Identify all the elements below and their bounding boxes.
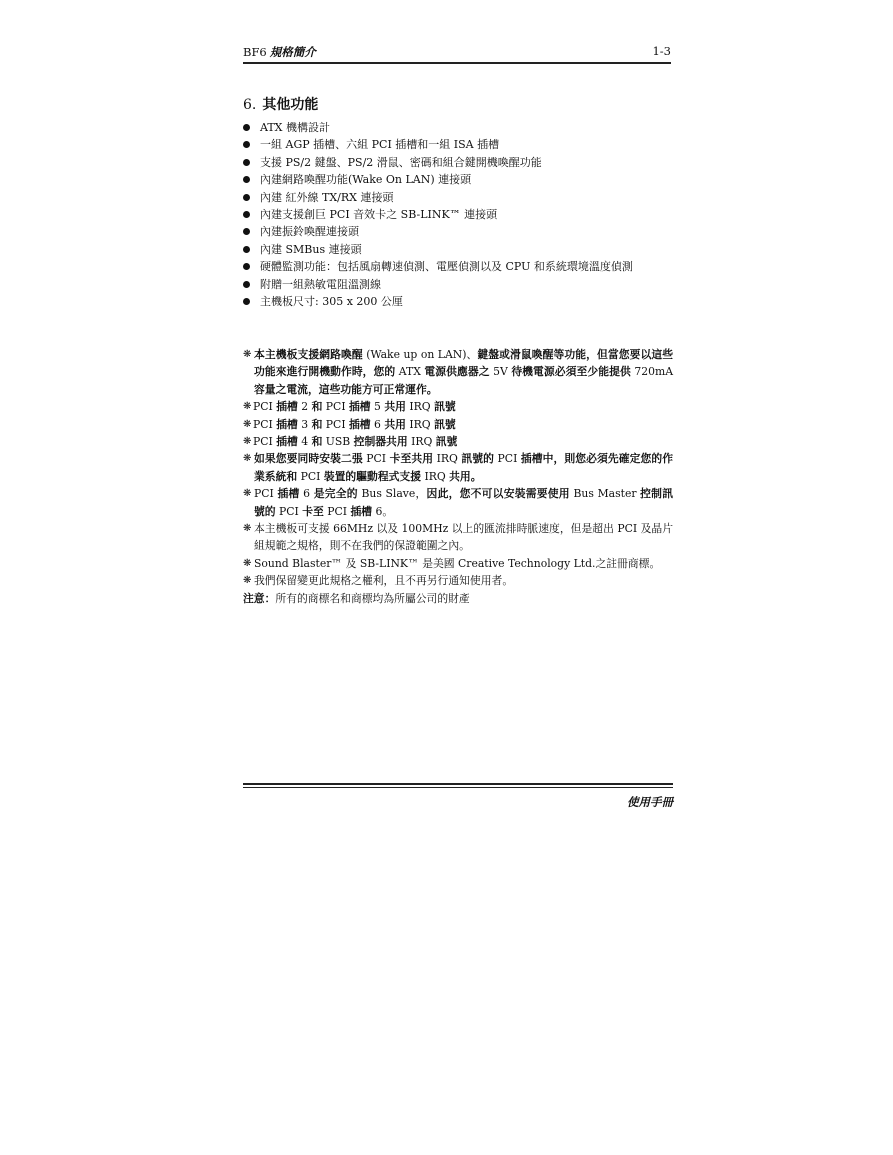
feature-item [243,206,633,223]
note-text: PCI [253,435,277,449]
feature-text: 硬體監測功能：包括風扇轉速偵測、電壓偵測以及 CPU 和系統環境溫度偵測 [260,260,633,274]
feature-item [243,171,633,188]
note-text: 卡至 [302,504,324,518]
bullet-icon [243,281,250,288]
feature-text: 一組 AGP 插槽、六組 PCI 插槽和一組 ISA 插槽 [260,138,500,152]
feature-text: 支援 PS/2 鍵盤、PS/2 滑鼠、密碼和組合鍵開機喚醒功能 [260,155,542,169]
bullet-icon [243,194,250,201]
footer-rule [243,787,673,788]
note-trademark-notice [243,590,673,607]
note-text: PCI [322,400,350,414]
note-text: 720mA [630,365,674,379]
note-bus-slave [243,485,673,520]
note-irq-slot-4-usb [243,433,673,450]
note-text: 插槽 [277,487,300,501]
header-brand: BF6 [243,45,267,59]
note-text: IRQ [407,435,436,449]
note-text: 共用 [384,417,406,431]
note-text: Bus Slave， [357,487,427,501]
note-text: 和 [311,400,323,414]
note-text: 因此，您不可以安裝需要使用 [426,487,570,501]
bullet-icon [243,246,250,253]
note-text: 和 [311,435,323,449]
page-header [243,40,671,64]
bullet-icon [243,141,250,148]
feature-list [243,119,633,310]
bullet-icon [243,263,250,270]
note-irq-sharing [243,450,673,485]
note-text: 控制器共用 [353,435,408,449]
note-text: PCI [362,452,390,466]
note-text: 插槽 [276,400,298,414]
note-text: 和 [311,417,323,431]
note-text: 待機電源必須至少能提供 [511,365,631,379]
feature-item [243,258,633,275]
note-text: 6 [299,487,314,501]
notice-text: 所有的商標名和商標均為所屬公司的財產 [275,591,470,605]
feature-item [243,276,633,293]
note-text: 5 [370,400,385,414]
note-text: (Wake up on LAN)、 [362,348,478,361]
feature-text: ATX 機構設計 [260,121,331,134]
note-text: 共用。 [449,469,482,483]
feature-item [243,154,633,171]
section-heading [243,94,318,114]
note-text: 插槽 [350,504,373,518]
note-text: 如果您要同時安裝二張 [254,452,363,466]
note-irq-slot-3-6 [243,416,673,433]
feature-text: 主機板尺寸: 305 x 200 公厘 [260,294,403,308]
page-number: 1-3 [652,44,671,58]
note-spec-change [243,572,673,589]
note-text: 鍵盤或滑鼠喚醒等功能，但當您要以這些功能來進行開機動作時，您的 [254,348,674,379]
note-text: 訊號 [434,417,456,431]
note-text: 是完全的 [313,487,358,501]
note-text: PCI [494,452,521,466]
feature-item [243,189,633,206]
feature-item [243,136,633,153]
feature-text: 內建支援創巨 PCI 音效卡之 SB-LINK™ 連接頭 [260,207,498,221]
star-icon: ❋ [243,349,252,360]
note-text: PCI [322,417,350,431]
note-text: 訊號 [435,435,458,449]
note-text: 我們保留變更此規格之權利，且不再另行通知使用者。 [254,574,514,588]
note-text: IRQ [433,452,462,466]
feature-item [243,119,633,136]
star-icon: ❋ [243,401,252,413]
note-text: PCI [297,469,324,483]
notes-section [243,346,673,607]
note-text: PCI [253,417,277,431]
note-text: 本主機板可支援 66MHz 以及 100MHz 以上的匯流排時脈速度，但是超出 PCI 及晶片組規範之規格，則不在我們的保證範圍之內。 [254,522,673,553]
note-text: 插槽 [276,417,298,431]
note-text: 卡至共用 [389,452,434,466]
section-number: 6. [243,97,257,113]
star-icon: ❋ [243,575,252,587]
note-irq-slot-2-5 [243,398,673,415]
note-text: Bus Master [569,487,641,501]
note-text: PCI [254,487,278,501]
footer-text: 使用手冊 [627,795,673,809]
feature-item [243,293,633,310]
note-trademark [243,555,673,572]
note-text: USB [322,435,354,449]
note-text: 6。 [372,504,394,518]
note-text: PCI [275,504,303,518]
notice-label: 注意： [243,591,276,605]
feature-item [243,223,633,240]
note-text: 6 [370,417,385,431]
feature-text: 內建 SMBus 連接頭 [260,242,362,256]
note-clock-speed [243,520,673,555]
star-icon: ❋ [243,488,252,500]
note-text: PCI [253,400,277,414]
note-text: Sound Blaster™ 及 SB-LINK™ 是美國 Creative Technology Ltd.之註冊商標。 [254,556,661,570]
page-footer [243,783,673,810]
note-text: PCI [323,504,351,518]
feature-text: 內建 紅外線 TX/RX 連接頭 [260,190,394,204]
note-text: 電源供應器之 [424,365,490,379]
note-text: 共用 [384,400,406,414]
note-text: IRQ [421,469,450,483]
bullet-icon [243,211,250,218]
note-text: 容量之電流，這些功能方可正常運作。 [254,382,438,396]
feature-text: 內建振鈴喚醒連接頭 [260,225,359,239]
note-text: 5V [489,365,512,379]
feature-text: 內建網路喚醒功能(Wake On LAN) 連接頭 [260,173,472,187]
header-title [243,44,316,60]
note-text: 本主機板支援網路喚醒 [254,348,363,361]
note-text: 插槽 [349,400,371,414]
note-text: 4 [297,435,312,449]
bullet-icon [243,124,250,131]
footer-rule [243,783,673,785]
note-text: 插槽 [276,435,298,449]
note-text: IRQ [405,400,435,414]
bullet-icon [243,298,250,305]
note-text: 3 [297,417,312,431]
feature-item [243,241,633,258]
section-title: 其他功能 [262,97,319,113]
note-text: 訊號的 [461,452,495,466]
star-icon: ❋ [243,418,252,430]
note-text: 控制訊號的 [254,487,673,518]
note-text: 裝置的驅動程式支援 [323,469,422,483]
note-wake-power [243,346,673,398]
header-section-title: 規格簡介 [269,45,316,59]
note-text: 插槽 [349,417,371,431]
bullet-icon [243,176,250,183]
note-text: IRQ [405,417,435,431]
note-text: 插槽中，則您必須先確定您的作業系統和 [254,452,674,483]
star-icon: ❋ [243,557,252,569]
bullet-icon [243,228,250,235]
star-icon: ❋ [243,453,252,465]
feature-text: 附贈一組熱敏電阻溫測線 [260,277,381,291]
note-text: 訊號 [434,400,456,414]
note-text: ATX [395,365,425,379]
note-text: 2 [297,400,312,414]
star-icon: ❋ [243,436,252,448]
bullet-icon [243,159,250,166]
star-icon: ❋ [243,523,252,535]
